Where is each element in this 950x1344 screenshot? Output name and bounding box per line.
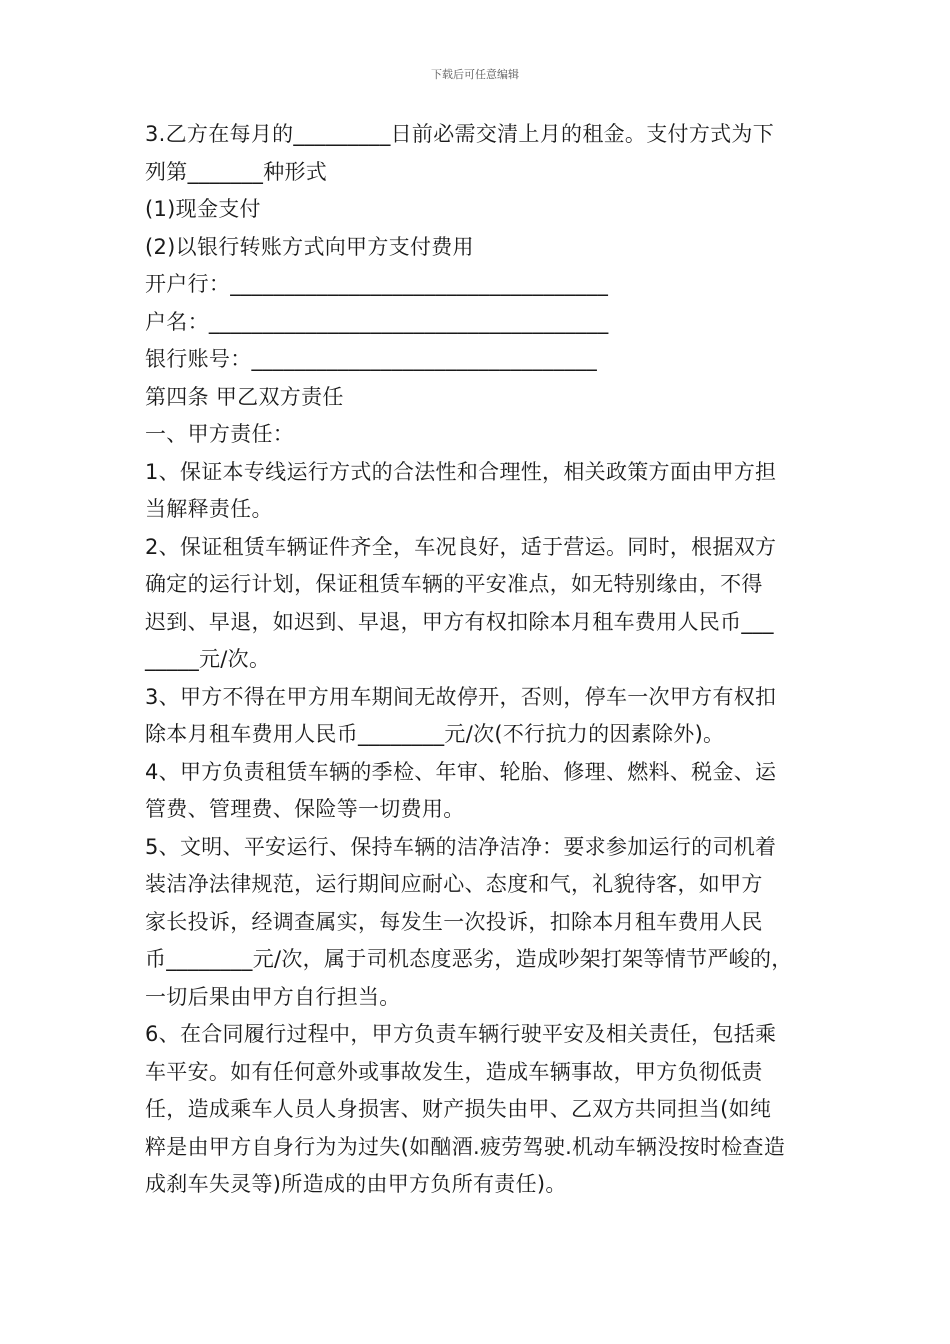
text-line: 确定的运行计划，保证租赁车辆的平安准点，如无特别缘由，不得 xyxy=(145,572,763,596)
text-line: 6、在合同履行过程中，甲方负责车辆行驶平安及相关责任，包括乘 xyxy=(145,1022,777,1046)
text-line: 银行账号：________________________________ xyxy=(145,347,598,371)
text-line: 成刹车失灵等)所造成的由甲方负所有责任)。 xyxy=(145,1172,567,1196)
text-line: 户名：_____________________________________ xyxy=(145,309,609,334)
text-line: 车平安。如有任何意外或事故发生，造成车辆事故，甲方负彻低责 xyxy=(145,1059,763,1084)
page-header: 下载后可任意编辑 xyxy=(431,68,519,81)
text-line: 2、保证租赁车辆证件齐全，车况良好，适于营运。同时，根据双方 xyxy=(145,534,777,559)
text-line: 开户行：___________________________________ xyxy=(145,272,609,296)
subsection-heading: 一、甲方责任： xyxy=(145,422,295,446)
text-line: 4、甲方负责租赁车辆的季检、年审、轮胎、修理、燃料、税金、运 xyxy=(145,759,777,784)
text-line: 装洁净法律规范，运行期间应耐心、态度和气，礼貌待客，如甲方 xyxy=(145,872,763,896)
text-line: 迟到、早退，如迟到、早退，甲方有权扣除本月租车费用人民币___ xyxy=(145,609,774,634)
text-line: 3.乙方在每月的_________日前必需交清上月的租金。支付方式为下 xyxy=(145,122,775,146)
text-line: 除本月租车费用人民币________元/次(不行抗力的因素除外)。 xyxy=(145,722,725,746)
text-line: 一切后果由甲方自行担当。 xyxy=(145,984,401,1009)
document-body xyxy=(145,116,825,1204)
text-line: 粹是由甲方自身行为为过失(如酗酒.疲劳驾驶.机动车辆没按时检查造 xyxy=(145,1134,786,1159)
text-line: _____元/次。 xyxy=(145,647,271,671)
text-line: (1)现金支付 xyxy=(145,197,261,221)
text-line: (2)以银行转账方式向甲方支付费用 xyxy=(145,234,474,259)
text-line: 当解释责任。 xyxy=(145,497,273,521)
text-line: 列第_______种形式 xyxy=(145,159,328,184)
text-line: 1、保证本专线运行方式的合法性和合理性，相关政策方面由甲方担 xyxy=(145,459,777,484)
text-line: 币________元/次，属于司机态度恶劣，造成吵架打架等情节严峻的， xyxy=(145,947,793,971)
text-line: 管费、管理费、保险等一切费用。 xyxy=(145,797,465,821)
text-line: 任，造成乘车人员人身损害、财产损失由甲、乙双方共同担当(如纯 xyxy=(145,1097,772,1121)
text-line: 3、甲方不得在甲方用车期间无故停开，否则，停车一次甲方有权扣 xyxy=(145,684,777,709)
section-heading: 第四条 甲乙双方责任 xyxy=(145,384,344,409)
text-line: 家长投诉，经调查属实，每发生一次投诉，扣除本月租车费用人民 xyxy=(145,909,763,934)
text-line: 5、文明、平安运行、保持车辆的洁净洁净：要求参加运行的司机着 xyxy=(145,834,777,859)
